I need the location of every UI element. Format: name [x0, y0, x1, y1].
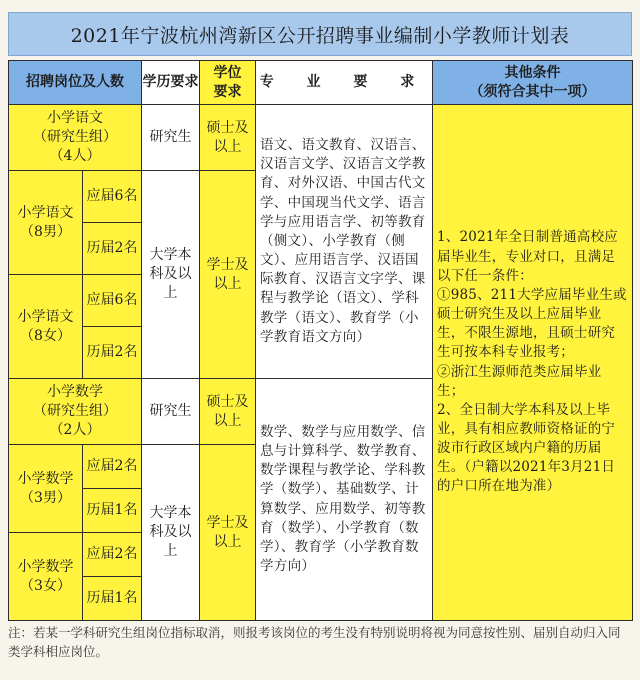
math-female-fresh: 应届2名: [83, 533, 142, 577]
header-degree: 学位 要求: [200, 61, 256, 105]
math-female-position: 小学数学 （3女）: [9, 533, 83, 621]
chinese-grad-position: 小学语文 （研究生组） （4人）: [9, 105, 142, 171]
math-ug-education: 大学本 科及以 上: [142, 445, 200, 621]
chinese-male-past: 历届2名: [83, 223, 142, 275]
math-ug-degree: 学士及 以上: [200, 445, 256, 621]
chinese-grad-education: 研究生: [142, 105, 200, 171]
math-male-past: 历届1名: [83, 489, 142, 533]
other-conditions: 1、2021年全日制普通高校应届毕业生，专业对口，且满足以下任一条件： ①985、211大学应届毕业生或硕士研究生及以上应届毕业生，不限生源地，且硕士研究生可按本科专业报考； ②浙江生源师范类应届毕业生； 2、全日制大学本科及以上毕业，具有相应教师资格证的宁波市行政区域内户籍的历届生。（户籍以2021年3月21日的户口所在地为准）: [433, 105, 633, 621]
chinese-ug-education: 大学本 科及以 上: [142, 171, 200, 379]
math-female-past: 历届1名: [83, 577, 142, 621]
table-title: 2021年宁波杭州湾新区公开招聘事业编制小学教师计划表: [8, 12, 632, 56]
chinese-ug-degree: 学士及 以上: [200, 171, 256, 379]
math-majors: 数学、数学与应用数学、信息与计算科学、数学教育、数学课程与教学论、学科教学（数学）、基础数学、计算数学、应用数学、初等教育（数学）、小学教育（数学）、教育学（小学教育数学方向）: [256, 379, 433, 621]
chinese-male-position: 小学语文 （8男）: [9, 171, 83, 275]
footnote: 注：若某一学科研究生组岗位指标取消，则报考该岗位的考生没有特别说明将视为同意按性别、届别自动归入同类学科相应岗位。: [8, 625, 621, 659]
recruitment-table: [8, 60, 632, 620]
header-education: 学历要求: [142, 61, 200, 105]
math-grad-degree: 硕士及 以上: [200, 379, 256, 445]
math-male-position: 小学数学 （3男）: [9, 445, 83, 533]
header-major: 专 业 要 求: [256, 61, 433, 105]
header-position: 招聘岗位及人数: [9, 61, 142, 105]
chinese-female-position: 小学语文 （8女）: [9, 275, 83, 379]
header-row: [9, 61, 633, 105]
recruitment-plan-table: [8, 60, 633, 621]
chinese-majors: 语文、语文教育、汉语言、汉语言文学、汉语言文学教育、对外汉语、中国古代文学、中国现当代文学、语言学与应用语言学、初等教育（侧文）、小学教育（侧文）、应用语言学、汉语国际教育、汉语言文字学、课程与教学论（语文）、学科教学（语文）、教育学（小学教育语文方向）: [256, 105, 433, 379]
chinese-female-past: 历届2名: [83, 327, 142, 379]
table-row: [9, 105, 633, 171]
math-grad-position: 小学数学 （研究生组） （2人）: [9, 379, 142, 445]
chinese-grad-degree: 硕士及 以上: [200, 105, 256, 171]
math-male-fresh: 应届2名: [83, 445, 142, 489]
math-grad-education: 研究生: [142, 379, 200, 445]
chinese-male-fresh: 应届6名: [83, 171, 142, 223]
header-other-conditions: 其他条件 （须符合其中一项）: [433, 61, 633, 105]
chinese-female-fresh: 应届6名: [83, 275, 142, 327]
